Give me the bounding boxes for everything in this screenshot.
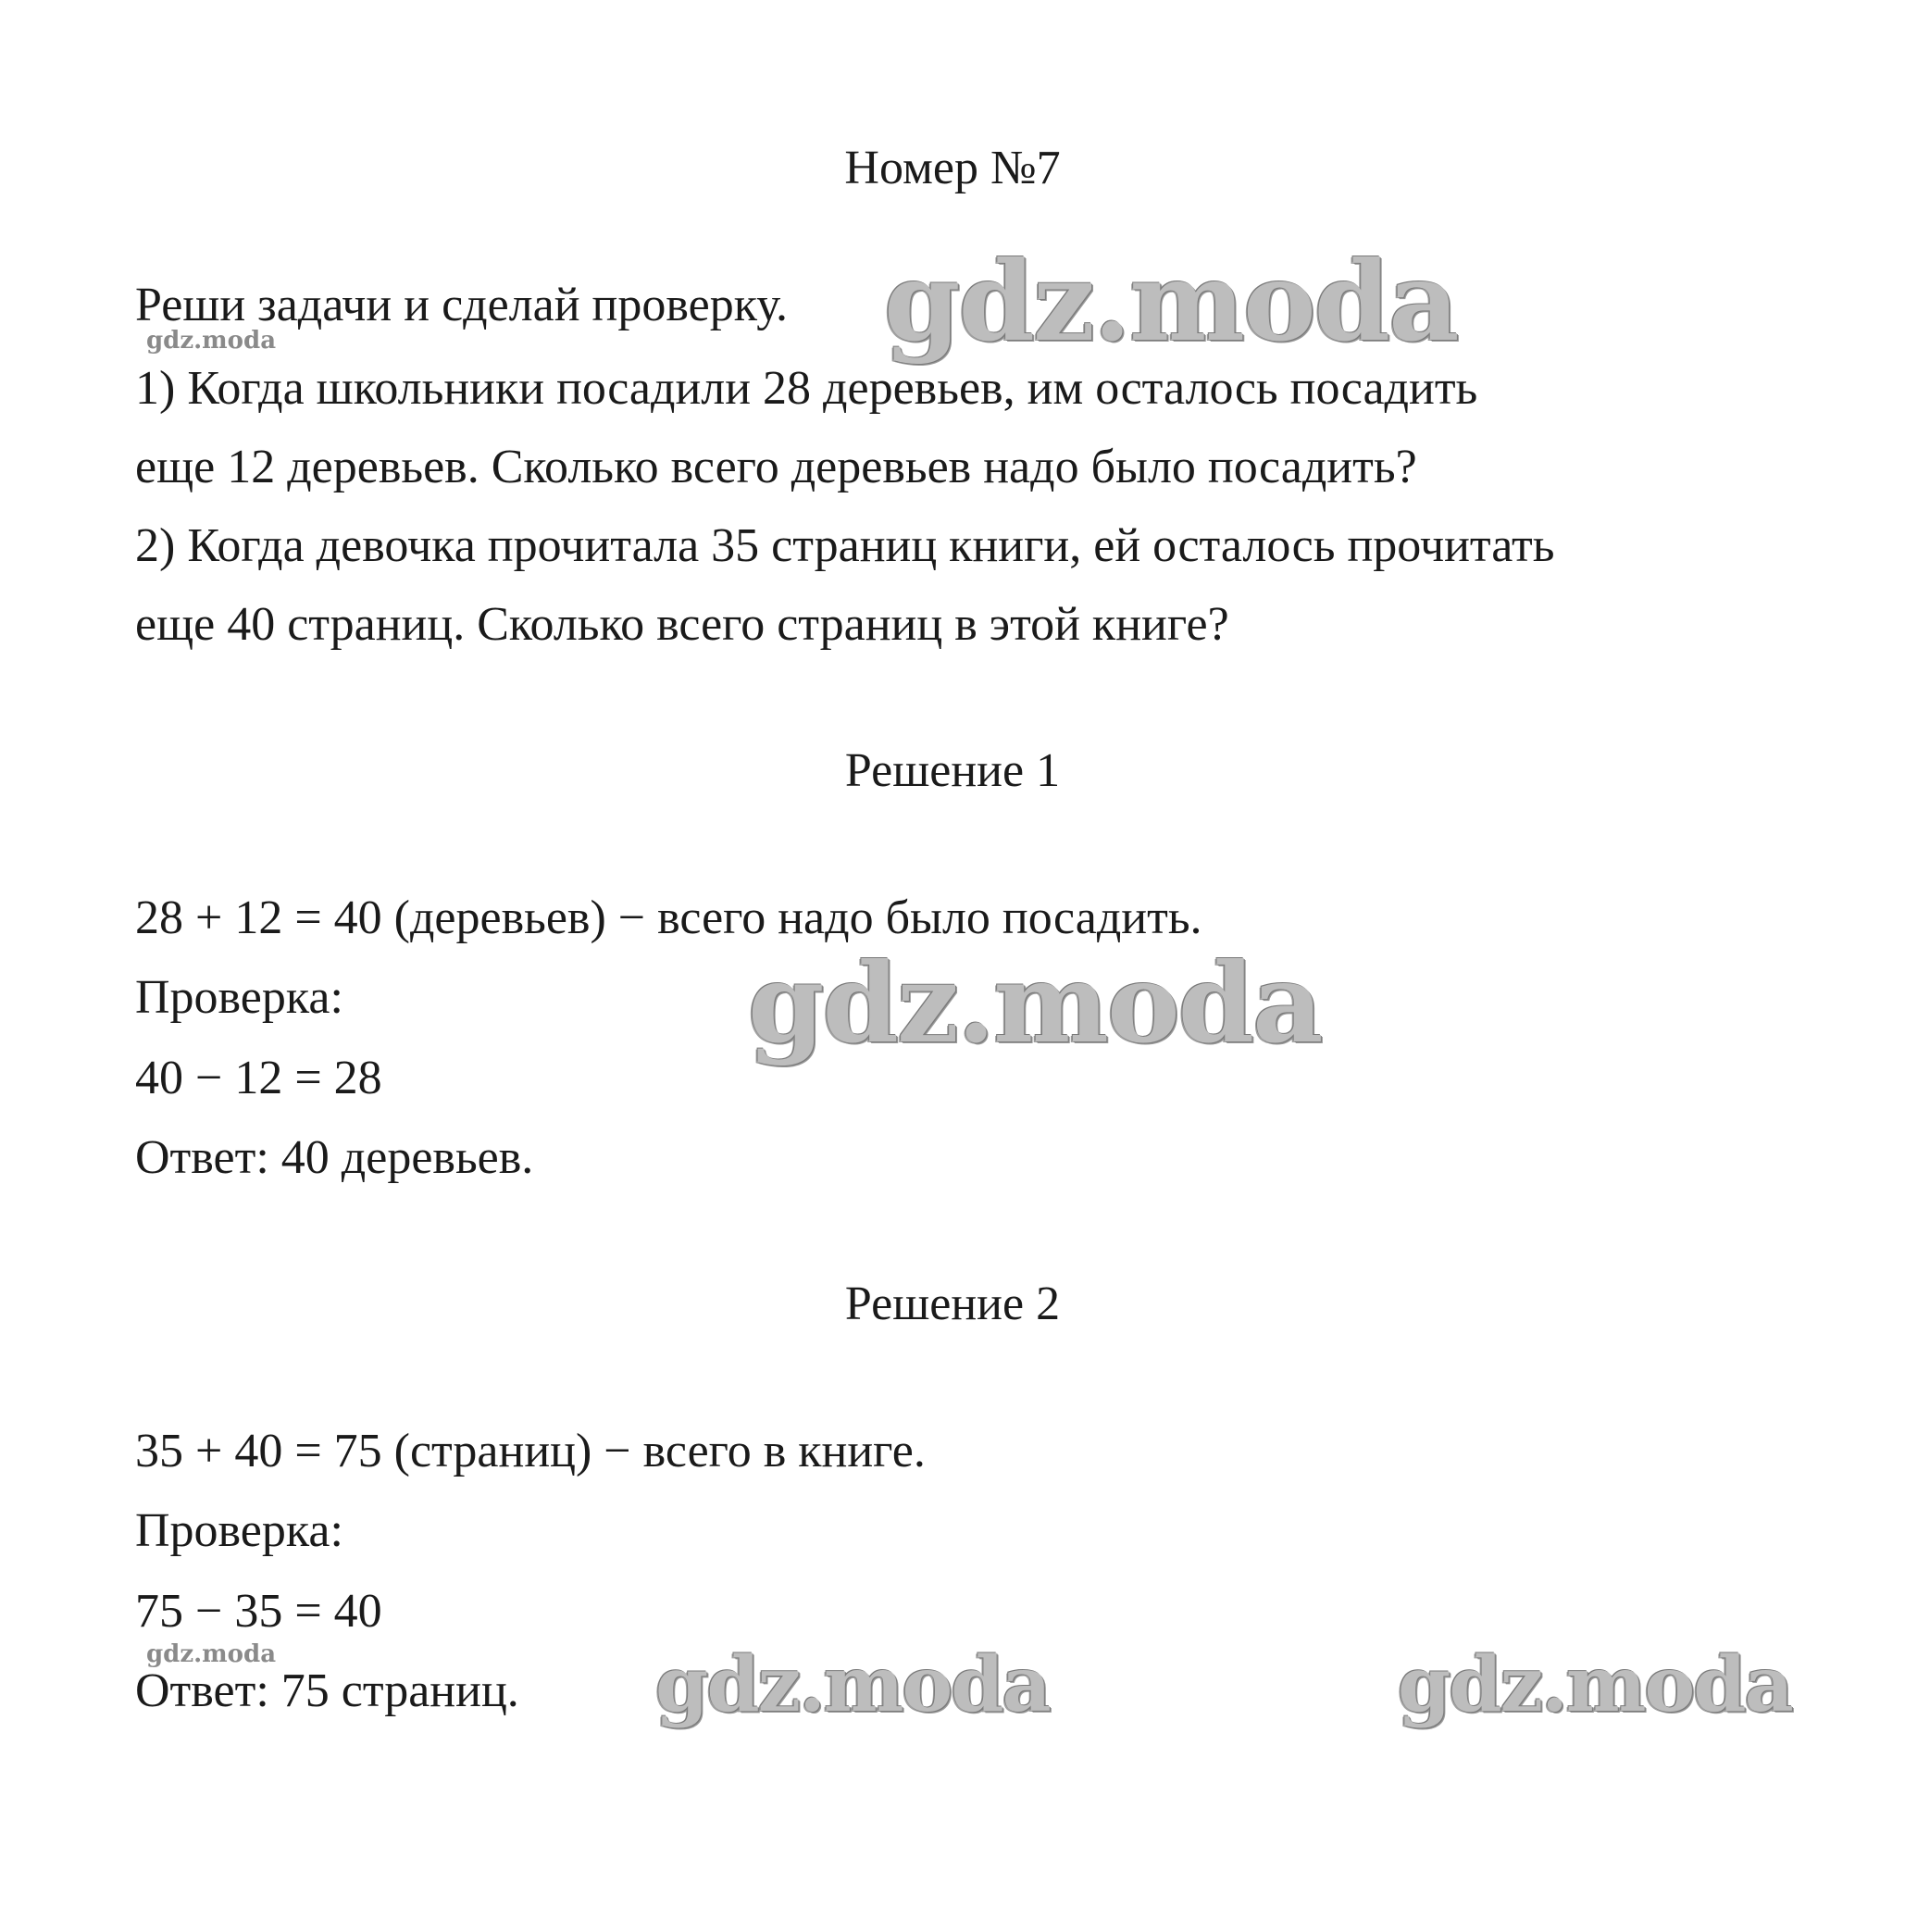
watermark-logo-small: gdz.moda xyxy=(146,327,277,355)
solution-2-heading: Решение 2 xyxy=(844,1278,1061,1330)
solution-1-equation: 28 + 12 = 40 (деревьев) − всего надо было посадить. xyxy=(135,891,1202,944)
watermark-logo: gdz.moda xyxy=(884,237,1458,366)
watermark-logo: gdz.moda xyxy=(1398,1640,1792,1729)
problem-2-line-2: еще 40 страниц. Сколько всего страниц в этой книге? xyxy=(135,598,1229,651)
problem-1-line-1: 1) Когда школьники посадили 28 деревьев, им осталось посадить xyxy=(135,362,1478,415)
solution-1-answer: Ответ: 40 деревьев. xyxy=(135,1131,534,1184)
solution-2-equation: 35 + 40 = 75 (страниц) − всего в книге. xyxy=(135,1425,926,1477)
problem-2-line-1: 2) Когда девочка прочитала 35 страниц книги, ей осталось прочитать xyxy=(135,519,1555,572)
solution-1-heading: Решение 1 xyxy=(844,744,1061,797)
task-intro: Реши задачи и сделай проверку. xyxy=(135,279,789,331)
solution-1-check-equation: 40 − 12 = 28 xyxy=(135,1052,382,1104)
watermark-logo-small: gdz.moda xyxy=(146,1640,277,1668)
page-title: Номер №7 xyxy=(844,142,1061,194)
watermark-logo: gdz.moda xyxy=(655,1640,1050,1729)
solution-2-check-label: Проверка: xyxy=(135,1504,343,1557)
solution-1-check-label: Проверка: xyxy=(135,971,343,1024)
solution-2-answer: Ответ: 75 страниц. xyxy=(135,1664,519,1717)
problem-1-line-2: еще 12 деревьев. Сколько всего деревьев надо было посадить? xyxy=(135,441,1417,493)
watermark-logo: gdz.moda xyxy=(748,939,1322,1067)
solution-2-check-equation: 75 − 35 = 40 xyxy=(135,1585,382,1638)
